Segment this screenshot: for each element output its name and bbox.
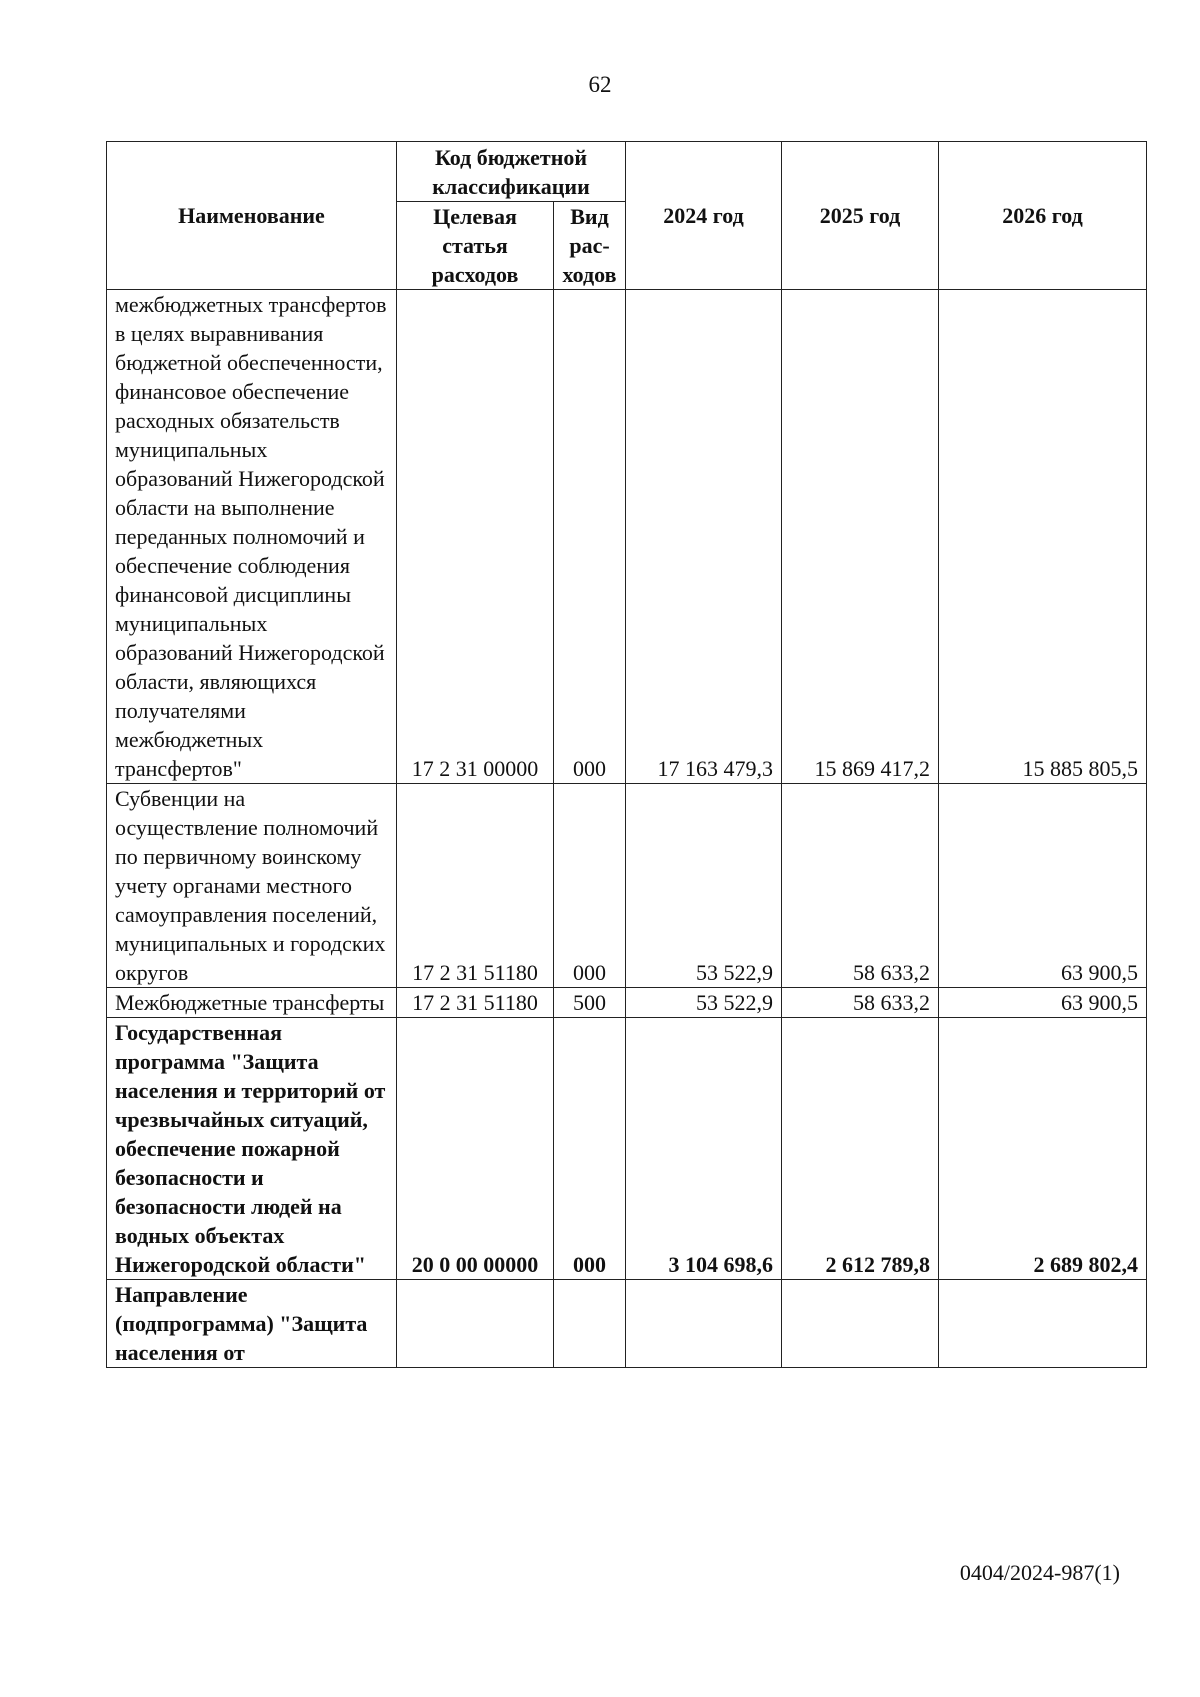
row-value-2026: 2 689 802,4 [939,1018,1147,1280]
row-name: Межбюджетные трансферты [107,988,397,1018]
row-value-2026: 63 900,5 [939,784,1147,988]
document-number: 0404/2024-987(1) [959,1560,1120,1585]
table-row [107,1280,1147,1368]
table-row [107,290,1147,784]
row-expense-type [554,1280,626,1368]
header-2024: 2024 год [626,142,782,290]
row-target-code: 17 2 31 51180 [397,784,554,988]
row-name: Направление (подпрограмма) "Защита населения от [107,1280,397,1368]
header-2025: 2025 год [782,142,939,290]
row-expense-type: 000 [554,1018,626,1280]
row-value-2025: 15 869 417,2 [782,290,939,784]
row-value-2025: 2 612 789,8 [782,1018,939,1280]
row-target-code: 20 0 00 00000 [397,1018,554,1280]
row-target-code: 17 2 31 00000 [397,290,554,784]
row-value-2026: 63 900,5 [939,988,1147,1018]
row-value-2025 [782,1280,939,1368]
row-expense-type: 000 [554,784,626,988]
row-value-2025: 58 633,2 [782,784,939,988]
row-value-2025: 58 633,2 [782,988,939,1018]
row-expense-type: 000 [554,290,626,784]
header-name: Наименование [107,142,397,290]
row-value-2024: 17 163 479,3 [626,290,782,784]
header-expense-type: Вид рас-ходов [554,202,626,290]
row-target-code [397,1280,554,1368]
row-target-code: 17 2 31 51180 [397,988,554,1018]
row-value-2026 [939,1280,1147,1368]
row-expense-type: 500 [554,988,626,1018]
row-name: Субвенции на осуществление полномочий по первичному воинскому учету органами местного самоуправления поселений, муниципальных и городских округов [107,784,397,988]
table-row [107,1018,1147,1280]
row-value-2024: 53 522,9 [626,988,782,1018]
row-value-2024 [626,1280,782,1368]
header-target-article: Целевая статья расходов [397,202,554,290]
header-2026: 2026 год [939,142,1147,290]
row-name: Государственная программа "Защита населения и территорий от чрезвычайных ситуаций, обеспечение пожарной безопасности и безопасности людей на водных объектах Нижегородской области" [107,1018,397,1280]
row-value-2026: 15 885 805,5 [939,290,1147,784]
row-value-2024: 3 104 698,6 [626,1018,782,1280]
table-row [107,988,1147,1018]
page-number: 62 [588,72,612,97]
row-value-2024: 53 522,9 [626,784,782,988]
table-row [107,784,1147,988]
header-code-group: Код бюджетной классификации [397,142,626,202]
budget-table [106,141,1147,1368]
row-name: межбюджетных трансфертов в целях выравнивания бюджетной обеспеченности, финансовое обеспечение расходных обязательств муниципальных образований Нижегородской области на выполнение переданных полномочий и обеспечение соблюдения финансовой дисциплины муниципальных образований Нижегородской области, являющихся получателями межбюджетных трансфертов" [107,290,397,784]
